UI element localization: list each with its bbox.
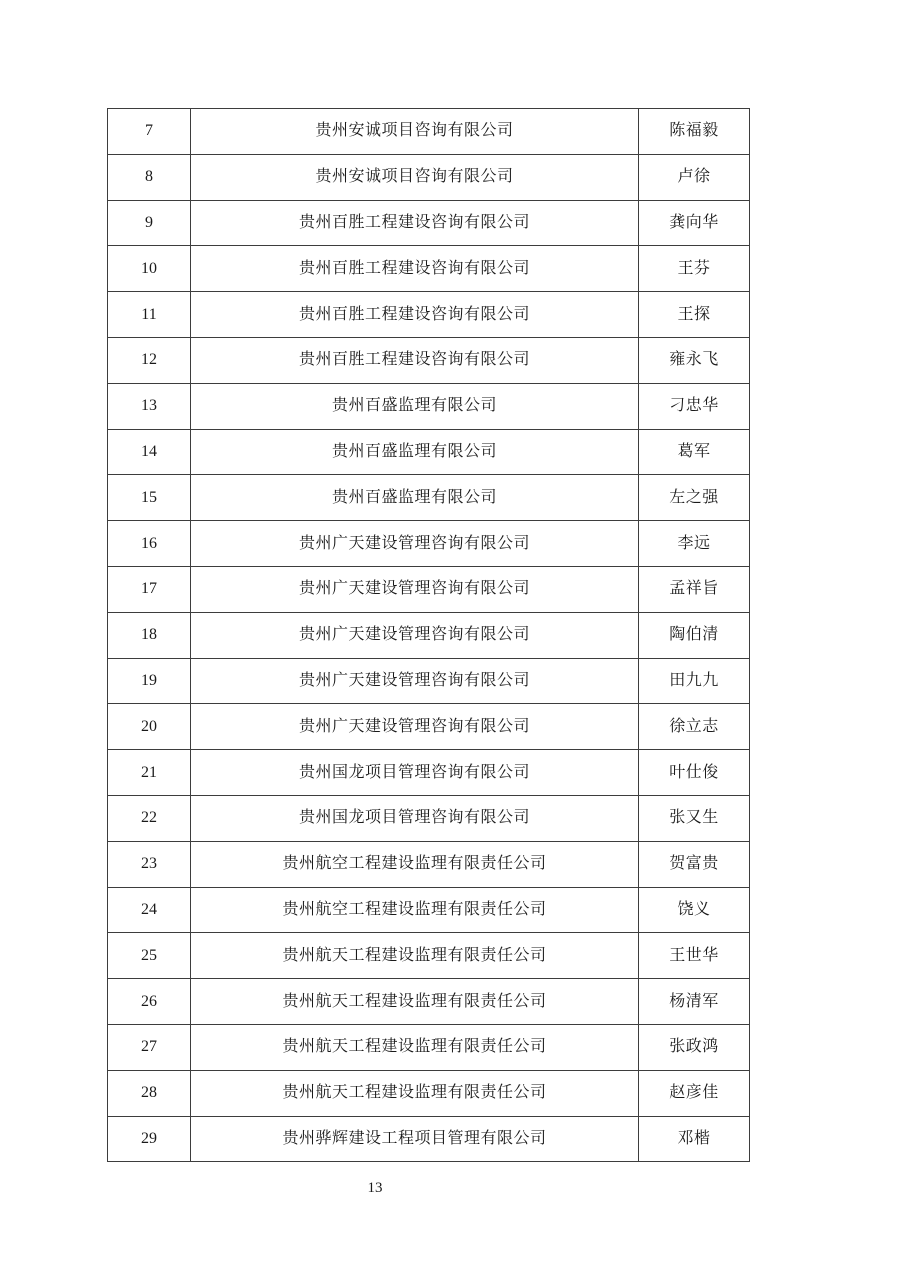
company-cell: 贵州广天建设管理咨询有限公司 bbox=[191, 521, 639, 567]
table-row bbox=[108, 979, 750, 1025]
row-number-cell: 16 bbox=[108, 521, 191, 567]
row-number-cell: 25 bbox=[108, 933, 191, 979]
row-number-cell: 7 bbox=[108, 109, 191, 155]
row-number-cell: 18 bbox=[108, 612, 191, 658]
table-row bbox=[108, 337, 750, 383]
person-name-cell: 赵彦佳 bbox=[639, 1070, 750, 1116]
table-row bbox=[108, 383, 750, 429]
row-number-cell: 24 bbox=[108, 887, 191, 933]
person-name-cell: 田九九 bbox=[639, 658, 750, 704]
row-number-cell: 21 bbox=[108, 750, 191, 796]
person-name-cell: 王芬 bbox=[639, 246, 750, 292]
company-cell: 贵州国龙项目管理咨询有限公司 bbox=[191, 795, 639, 841]
person-name-cell: 左之强 bbox=[639, 475, 750, 521]
person-name-cell: 李远 bbox=[639, 521, 750, 567]
row-number-cell: 11 bbox=[108, 292, 191, 338]
person-name-cell: 葛军 bbox=[639, 429, 750, 475]
person-name-cell: 张政鸿 bbox=[639, 1024, 750, 1070]
person-name-cell: 王世华 bbox=[639, 933, 750, 979]
table-row bbox=[108, 704, 750, 750]
person-name-cell: 孟祥旨 bbox=[639, 566, 750, 612]
page-number: 13 bbox=[367, 1180, 383, 1196]
table-row bbox=[108, 109, 750, 155]
company-cell: 贵州航天工程建设监理有限责任公司 bbox=[191, 1070, 639, 1116]
row-number-cell: 8 bbox=[108, 154, 191, 200]
company-cell: 贵州航空工程建设监理有限责任公司 bbox=[191, 841, 639, 887]
table-row bbox=[108, 887, 750, 933]
company-cell: 贵州广天建设管理咨询有限公司 bbox=[191, 566, 639, 612]
person-name-cell: 陶伯清 bbox=[639, 612, 750, 658]
person-name-cell: 张又生 bbox=[639, 795, 750, 841]
company-cell: 贵州国龙项目管理咨询有限公司 bbox=[191, 750, 639, 796]
table-row bbox=[108, 246, 750, 292]
row-number-cell: 15 bbox=[108, 475, 191, 521]
table-row bbox=[108, 1116, 750, 1162]
person-name-cell: 龚向华 bbox=[639, 200, 750, 246]
company-cell: 贵州航空工程建设监理有限责任公司 bbox=[191, 887, 639, 933]
table-row bbox=[108, 658, 750, 704]
roster-table bbox=[107, 108, 750, 1162]
table-row bbox=[108, 841, 750, 887]
table-row bbox=[108, 750, 750, 796]
company-cell: 贵州安诚项目咨询有限公司 bbox=[191, 154, 639, 200]
row-number-cell: 19 bbox=[108, 658, 191, 704]
row-number-cell: 28 bbox=[108, 1070, 191, 1116]
row-number-cell: 9 bbox=[108, 200, 191, 246]
person-name-cell: 雍永飞 bbox=[639, 337, 750, 383]
row-number-cell: 10 bbox=[108, 246, 191, 292]
company-cell: 贵州广天建设管理咨询有限公司 bbox=[191, 704, 639, 750]
row-number-cell: 20 bbox=[108, 704, 191, 750]
row-number-cell: 22 bbox=[108, 795, 191, 841]
company-cell: 贵州广天建设管理咨询有限公司 bbox=[191, 612, 639, 658]
company-cell: 贵州百胜工程建设咨询有限公司 bbox=[191, 337, 639, 383]
person-name-cell: 刁忠华 bbox=[639, 383, 750, 429]
person-name-cell: 叶仕俊 bbox=[639, 750, 750, 796]
company-cell: 贵州百盛监理有限公司 bbox=[191, 383, 639, 429]
row-number-cell: 23 bbox=[108, 841, 191, 887]
company-cell: 贵州百胜工程建设咨询有限公司 bbox=[191, 292, 639, 338]
table-row bbox=[108, 429, 750, 475]
table-row bbox=[108, 1024, 750, 1070]
table-row bbox=[108, 154, 750, 200]
company-cell: 贵州百胜工程建设咨询有限公司 bbox=[191, 246, 639, 292]
company-cell: 贵州安诚项目咨询有限公司 bbox=[191, 109, 639, 155]
row-number-cell: 17 bbox=[108, 566, 191, 612]
table-row bbox=[108, 292, 750, 338]
table-row bbox=[108, 200, 750, 246]
row-number-cell: 27 bbox=[108, 1024, 191, 1070]
row-number-cell: 14 bbox=[108, 429, 191, 475]
table-row bbox=[108, 612, 750, 658]
table-row bbox=[108, 933, 750, 979]
table-row bbox=[108, 475, 750, 521]
table-row bbox=[108, 795, 750, 841]
company-cell: 贵州航天工程建设监理有限责任公司 bbox=[191, 1024, 639, 1070]
roster-table-body bbox=[108, 109, 750, 1162]
company-cell: 贵州航天工程建设监理有限责任公司 bbox=[191, 979, 639, 1025]
company-cell: 贵州航天工程建设监理有限责任公司 bbox=[191, 933, 639, 979]
row-number-cell: 12 bbox=[108, 337, 191, 383]
person-name-cell: 邓楷 bbox=[639, 1116, 750, 1162]
row-number-cell: 26 bbox=[108, 979, 191, 1025]
row-number-cell: 13 bbox=[108, 383, 191, 429]
person-name-cell: 陈福毅 bbox=[639, 109, 750, 155]
company-cell: 贵州骅辉建设工程项目管理有限公司 bbox=[191, 1116, 639, 1162]
person-name-cell: 饶义 bbox=[639, 887, 750, 933]
person-name-cell: 卢徐 bbox=[639, 154, 750, 200]
person-name-cell: 王探 bbox=[639, 292, 750, 338]
company-cell: 贵州广天建设管理咨询有限公司 bbox=[191, 658, 639, 704]
company-cell: 贵州百盛监理有限公司 bbox=[191, 429, 639, 475]
company-cell: 贵州百盛监理有限公司 bbox=[191, 475, 639, 521]
person-name-cell: 杨清军 bbox=[639, 979, 750, 1025]
company-cell: 贵州百胜工程建设咨询有限公司 bbox=[191, 200, 639, 246]
row-number-cell: 29 bbox=[108, 1116, 191, 1162]
table-row bbox=[108, 1070, 750, 1116]
table-row bbox=[108, 566, 750, 612]
person-name-cell: 贺富贵 bbox=[639, 841, 750, 887]
person-name-cell: 徐立志 bbox=[639, 704, 750, 750]
table-row bbox=[108, 521, 750, 567]
